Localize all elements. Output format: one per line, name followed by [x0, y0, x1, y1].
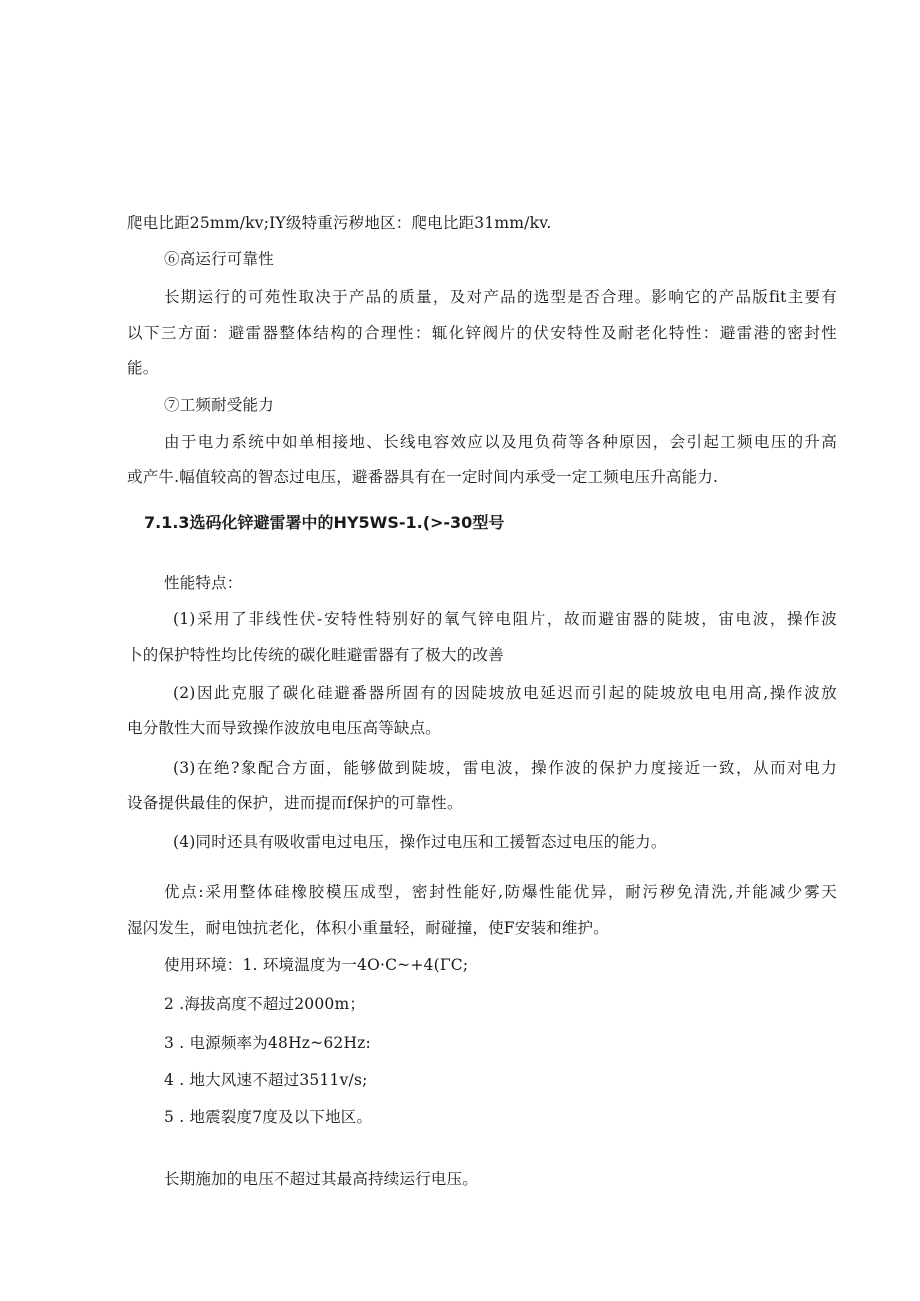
list-item-line: (1)采用了非线性伏-安特性特别好的氧气锌电阻片，故而避宙器的陡坡，宙电波，操作波 [173, 610, 837, 628]
section-heading-reliability: ⑥高运行可靠性 [164, 250, 274, 268]
text-line: 使用环境：1. 环境温度为一4O·C~+4(ΓC; [164, 956, 469, 974]
list-item-line: (3)在绝?象配合方面，能够做到陡坡，雷电波，操作波的保护力度接近一致，从而对电力 [173, 759, 837, 777]
paragraph-line: 能。 [127, 359, 159, 377]
list-item-line: 5 . 地震裂度7度及以下地区。 [164, 1108, 373, 1126]
paragraph-line: 优点:采用整体硅橡胶模压成型，密封性能好,防爆性能优异，耐污秽免清洗,并能减少雾天 [164, 883, 837, 901]
paragraph-line: 长期运行的可苑性取决于产品的质量，及对产品的选型是否合理。影响它的产品版fit主要有 [164, 288, 837, 306]
section-heading-power-frequency: ⑦工频耐受能力 [164, 396, 274, 414]
list-item-line: 2 .海拔高度不超过2000m； [164, 995, 366, 1013]
list-item-line: (2)因此克服了碳化硅避番器所固有的因陡坡放电延迟而引起的陡坡放电电用高,操作波放 [173, 684, 837, 702]
list-item-line: 4 . 地大风速不超过3511v/s; [164, 1071, 368, 1089]
section-heading-model: 7.1.3选码化锌避雷署中的HY5WS-1.(>-30型号 [144, 513, 505, 532]
list-item-line: (4)同时还具有吸收雷电过电压，操作过电压和工援暂态过电压的能力。 [173, 833, 667, 851]
list-item-line: 3 . 电源频率为48Hz~62Hz: [164, 1034, 371, 1052]
list-item-line: 卜的保护特性均比传统的碳化畦避雷器有了极大的改善 [127, 646, 504, 664]
text-line: 长期施加的电压不超过其最高持续运行电压。 [164, 1170, 479, 1188]
list-item-line: 电分散性大而导致操作波放电电压高等缺点。 [127, 719, 442, 737]
paragraph-line: 以下三方面：避雷器整体结构的合理性：辄化锌阀片的伏安特性及耐老化特性：避雷港的密封性 [127, 324, 837, 342]
text-line: 爬电比距25mm/kv;IY级特重污秽地区：爬电比距31mm/kv. [127, 214, 552, 232]
text-line: 性能特点： [164, 574, 243, 592]
paragraph-line: 或产牛.幅值较高的智态过电压，避番器具有在一定时间内承受一定工频电压升高能力. [127, 468, 719, 486]
paragraph-line: 湿闪发生，耐电蚀抗老化，体积小重量轻，耐碰撞，使F安装和维护。 [127, 919, 609, 937]
paragraph-line: 由于电力系统中如单相接地、长线电容效应以及甩负荷等各种原因，会引起工频电压的升高 [164, 433, 837, 451]
list-item-line: 设备提供最佳的保护，进而提而f保护的可靠性。 [127, 794, 463, 812]
